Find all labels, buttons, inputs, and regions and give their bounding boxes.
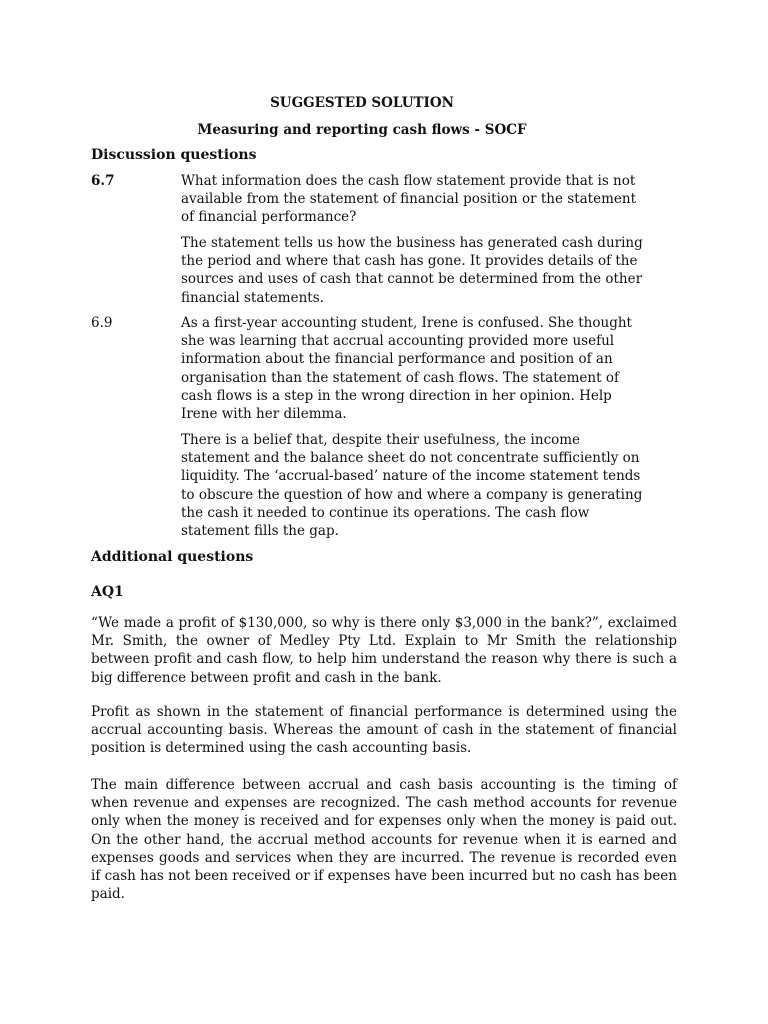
- question-number-6-7: 6.7: [91, 173, 115, 189]
- question-6-9-text: As a first-year accounting student, Irene is confused. She thought she was learning that accrual accounting provided more useful information about the financial performance and position of an organisation than the statement of cash flows. The statement of cash flows is a step in the wrong direction in her opinion. Help Irene with her dilemma.: [181, 315, 632, 423]
- aq1-answer-paragraph-1: Profit as shown in the statement of financial performance is determined using the accrual accounting basis. Whereas the amount of cash in the statement of financial position is determined using the cash accounting basis.: [91, 704, 677, 757]
- question-number-6-9: 6.9: [91, 315, 113, 331]
- document-subtitle: Measuring and reporting cash flows - SOCF: [197, 122, 527, 138]
- answer-6-7-text: The statement tells us how the business has generated cash during the period and where that cash has gone. It provides details of the sources and uses of cash that cannot be determined from the other financial statements.: [181, 235, 643, 306]
- aq1-label: AQ1: [91, 584, 124, 600]
- aq1-answer-paragraph-2: The main difference between accrual and cash basis accounting is the timing of when revenue and expenses are recognized. The cash method accounts for revenue only when the money is received and for expenses only when the money is paid out. On the other hand, the accrual method accounts for revenue when it is earned and expenses goods and services when they are incurred. The revenue is recorded even if cash has not been received or if expenses have been incurred but no cash has been paid.: [91, 777, 677, 903]
- question-6-7-text: What information does the cash flow statement provide that is not available from the statement of financial position or the statement of financial performance?: [181, 173, 636, 226]
- document-title: SUGGESTED SOLUTION: [270, 95, 454, 111]
- discussion-heading: Discussion questions: [91, 147, 257, 163]
- answer-6-9-text: There is a belief that, despite their usefulness, the income statement and the balance sheet do not concentrate sufficiently on liquidity. The ‘accrual-based’ nature of the income statement tends to obscure the question of how and where a company is generating the cash it needed to continue its operations. The cash flow statement fills the gap.: [181, 432, 643, 540]
- aq1-question-text: “We made a profit of $130,000, so why is there only $3,000 in the bank?”, exclaimed Mr. Smith, the owner of Medley Pty Ltd. Explain to Mr Smith the relationship between profit and cash flow, to help him understand the reason why there is such a big difference between profit and cash in the bank.: [91, 615, 677, 686]
- additional-heading: Additional questions: [91, 549, 254, 565]
